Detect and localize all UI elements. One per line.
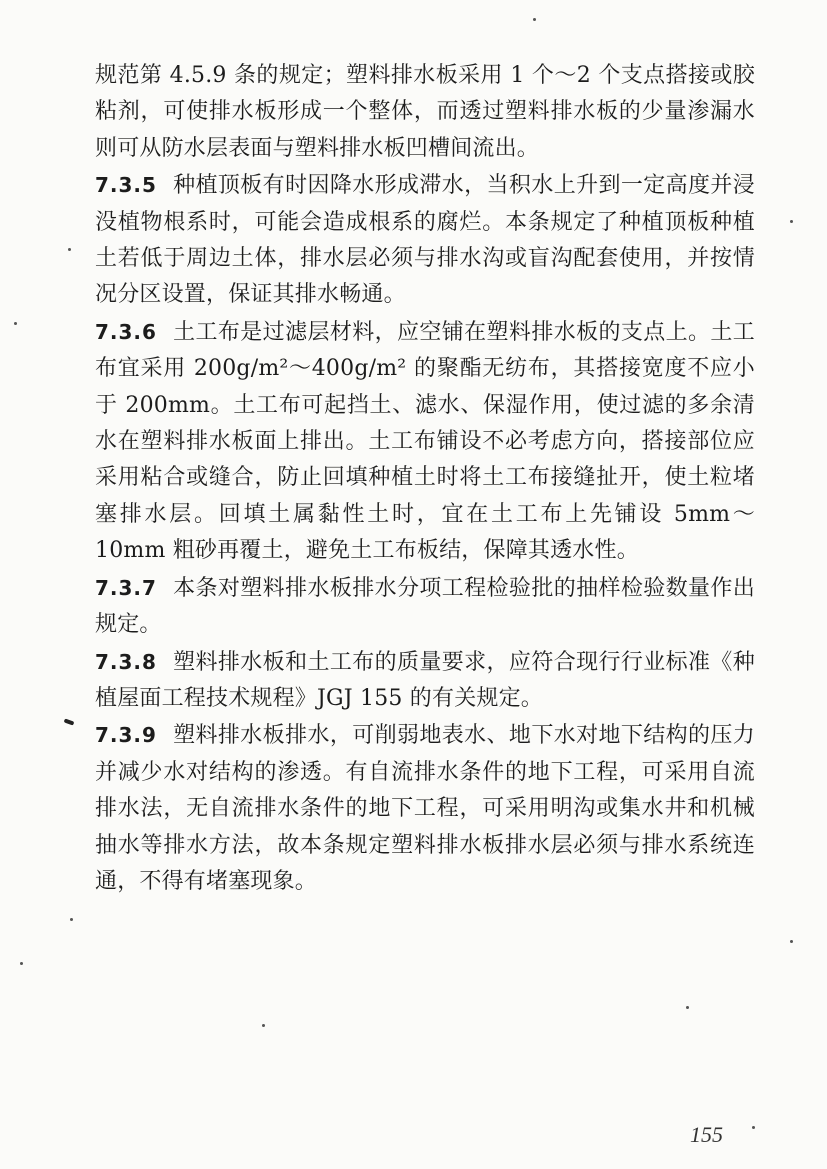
body-text [95,58,755,900]
scan-speck [790,220,793,223]
page-number: 155 [690,1122,723,1147]
scan-speck [790,940,793,943]
clause-7-3-8 [95,644,755,718]
scan-speck [533,18,536,21]
scan-speck [68,248,71,251]
clause-7-3-9 [95,717,755,900]
clause-number: 7.3.6 [95,319,157,344]
clause-text: 本条对塑料排水板排水分项工程检验批的抽样检验数量作出规定。 [95,575,755,638]
clause-number: 7.3.5 [95,173,157,198]
scan-speck [686,1006,689,1009]
clause-text: 塑料排水板排水，可削弱地表水、地下水对地下结构的压力并减少水对结构的渗透。有自流排水条件的地下工程，可采用自流排水法，无自流排水条件的地下工程，可采用明沟或集水井和机械抽水等排水方法，故本条规定塑料排水板排水层必须与排水系统连通，不得有堵塞现象。 [95,723,755,894]
clause-number: 7.3.7 [95,575,157,600]
clause-text: 塑料排水板和土工布的质量要求，应符合现行行业标准《种植屋面工程技术规程》JGJ 155 的有关规定。 [95,649,755,711]
clause-number: 7.3.9 [95,723,157,748]
scan-speck [262,1024,265,1027]
scan-speck [20,962,23,965]
clause-number: 7.3.8 [95,649,157,674]
paragraph-text: 规范第 4.5.9 条的规定；塑料排水板采用 1 个～2 个支点搭接或胶粘剂，可使排水板形成一个整体，而透过塑料排水板的少量渗漏水则可从防水层表面与塑料排水板凹槽间流出。 [95,63,755,161]
clause-7-3-5 [95,167,755,314]
scan-speck [70,918,73,921]
scan-speck [752,1126,755,1129]
clause-7-3-6 [95,314,755,570]
clause-text: 种植顶板有时因降水形成滞水，当积水上升到一定高度并浸没植物根系时，可能会造成根系的腐烂。本条规定了种植顶板种植土若低于周边土体，排水层必须与排水沟或盲沟配套使用，并按情况分区设置，保证其排水畅通。 [95,173,755,308]
scan-mark [64,718,75,725]
clause-7-3-7 [95,570,755,644]
scan-speck [14,322,17,325]
paragraph-continued [95,58,755,167]
clause-text: 土工布是过滤层材料，应空铺在塑料排水板的支点上。土工布宜采用 200g/m²～400g/m² 的聚酯无纺布，其搭接宽度不应小于 200mm。土工布可起挡土、滤水、保湿作用，使过滤的多余清水在塑料排水板面上排出。土工布铺设不必考虑方向，搭接部位应采用粘合或缝合，防止回填种植土时将土工布接缝扯开，使土粒堵塞排水层。回填土属黏性土时，宜在土工布上先铺设 5mm～10mm 粗砂再覆土，避免土工布板结，保障其透水性。 [95,319,755,564]
